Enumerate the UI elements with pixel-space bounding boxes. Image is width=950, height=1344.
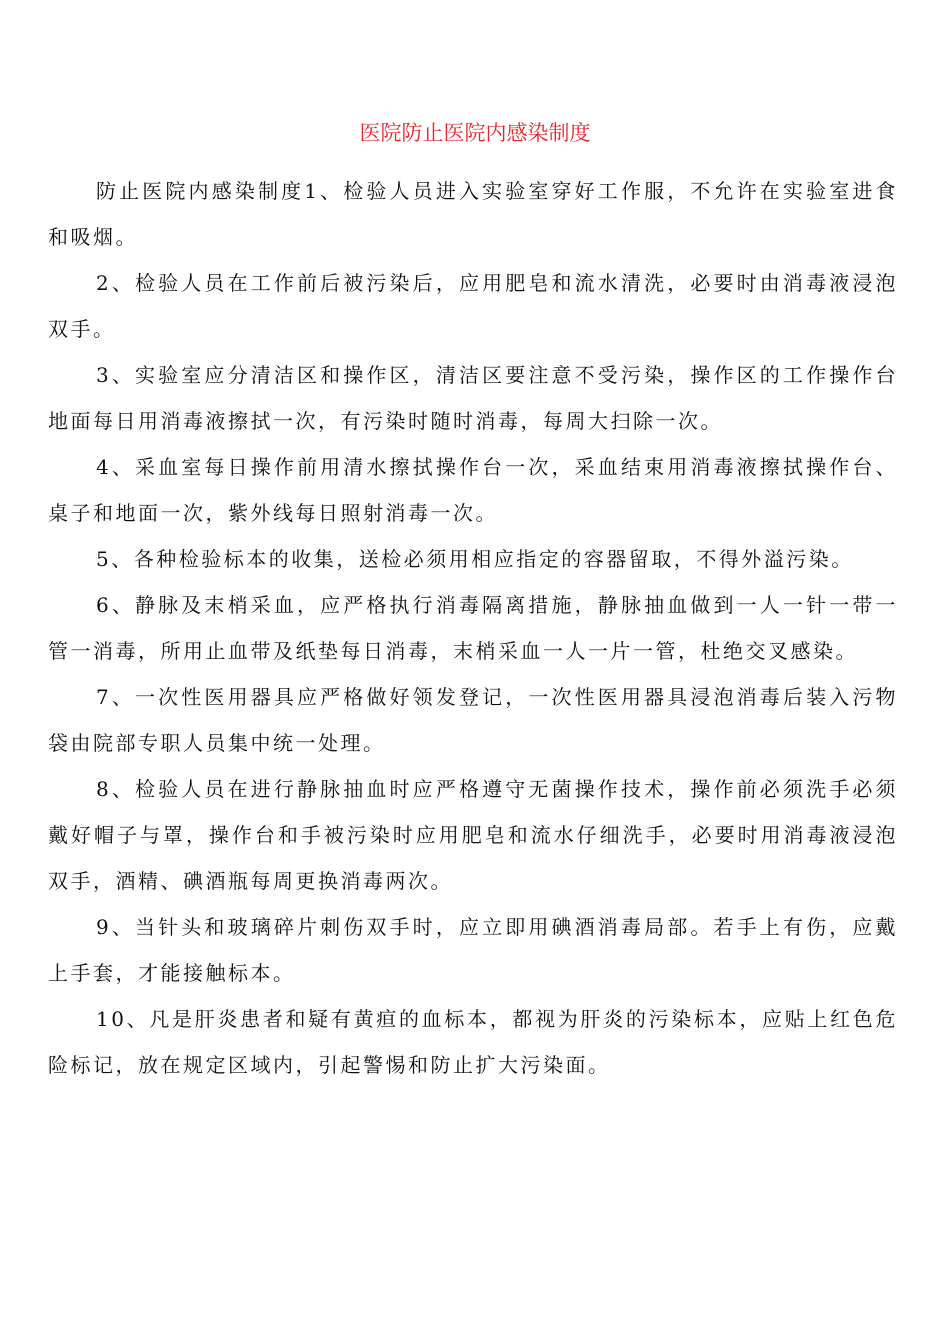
paragraph-7: 7、一次性医用器具应严格做好领发登记，一次性医用器具浸泡消毒后装入污物袋由院部专职人员集中统一处理。 [48, 685, 898, 755]
paragraph-8: 8、检验人员在进行静脉抽血时应严格遵守无菌操作技术，操作前必须洗手必须戴好帽子与罩，操作台和手被污染时应用肥皂和流水仔细洗手，必要时用消毒液浸泡双手，酒精、碘酒瓶每周更换消毒两次。 [48, 777, 898, 893]
paragraph-6: 6、静脉及末梢采血，应严格执行消毒隔离措施，静脉抽血做到一人一针一带一管一消毒，所用止血带及纸垫每日消毒，末梢采血一人一片一管，杜绝交叉感染。 [48, 593, 898, 663]
paragraph-5: 5、各种检验标本的收集，送检必须用相应指定的容器留取，不得外溢污染。 [96, 547, 854, 571]
document-body [48, 168, 898, 1088]
document-title: 医院防止医院内感染制度 [359, 121, 591, 145]
paragraph-4: 4、采血室每日操作前用清水擦拭操作台一次，采血结束用消毒液擦拭操作台、桌子和地面一次，紫外线每日照射消毒一次。 [48, 455, 898, 525]
paragraph-3: 3、实验室应分清洁区和操作区，清洁区要注意不受污染，操作区的工作操作台地面每日用消毒液擦拭一次，有污染时随时消毒，每周大扫除一次。 [48, 363, 898, 433]
paragraph-2: 2、检验人员在工作前后被污染后，应用肥皂和流水清洗，必要时由消毒液浸泡双手。 [48, 271, 898, 341]
paragraph-1: 防止医院内感染制度1、检验人员进入实验室穿好工作服，不允许在实验室进食和吸烟。 [48, 179, 898, 249]
paragraph-9: 9、当针头和玻璃碎片刺伤双手时，应立即用碘酒消毒局部。若手上有伤，应戴上手套，才能接触标本。 [48, 915, 898, 985]
paragraph-10: 10、凡是肝炎患者和疑有黄疸的血标本，都视为肝炎的污染标本，应贴上红色危险标记，放在规定区域内，引起警惕和防止扩大污染面。 [48, 1007, 898, 1077]
